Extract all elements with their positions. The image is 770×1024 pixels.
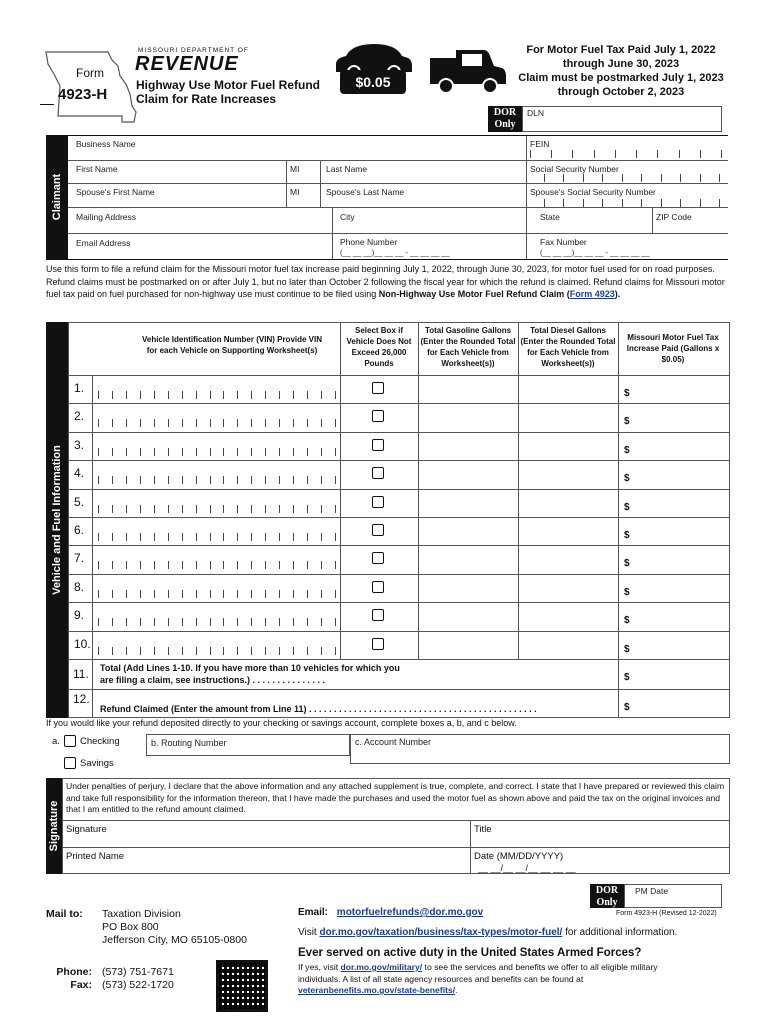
checking-label: Checking: [80, 736, 120, 747]
last-name-field[interactable]: [320, 161, 526, 183]
line11-total-field[interactable]: [620, 660, 730, 688]
city-label: City: [340, 212, 355, 222]
tax-column-header: Missouri Motor Fuel Tax Increase Paid (Gallons x $0.05): [626, 333, 720, 364]
gasoline-gallons-input[interactable]: [418, 403, 518, 431]
weight-limit-checkbox[interactable]: [372, 467, 384, 479]
printed-name-label: Printed Name: [66, 851, 125, 862]
gasoline-gallons-input[interactable]: [418, 489, 518, 517]
military-suffix: .: [455, 985, 458, 995]
vin-input[interactable]: [98, 618, 336, 626]
line11-text: Total (Add Lines 1-10. If you have more than 10 vehicles for which you are filing a claim, see instructions.) . . . . . . . . . . . . . . .: [100, 663, 400, 685]
vehicle-side-label: Vehicle and Fuel Information: [51, 445, 63, 595]
title-field[interactable]: [470, 821, 730, 847]
dor-only-pm-badge: [590, 884, 624, 908]
printed-name-field[interactable]: [62, 848, 470, 874]
form-number: 4923-H: [58, 86, 108, 103]
form-4923-link[interactable]: Form 4923: [569, 289, 615, 299]
weight-limit-checkbox[interactable]: [372, 410, 384, 422]
vin-input[interactable]: [98, 448, 336, 456]
tax-dollar-sign: $: [624, 473, 630, 485]
gasoline-gallons-input[interactable]: [418, 460, 518, 488]
tax-paid-input[interactable]: [618, 517, 730, 545]
gasoline-gallons-input[interactable]: [418, 574, 518, 602]
diesel-gallons-input[interactable]: [518, 574, 618, 602]
spouse-last-name-label: Spouse's Last Name: [326, 187, 405, 197]
intro-text: Use this form to file a refund claim for the Missouri motor fuel tax increase paid beginning July 1, 2022, through June 30, 2023, for motor fuel used for on road purposes. Refund claims must be postmarked on or after July 1, but no later than October 2 following the fiscal year for which the refund is claimed. Refund claims for Missouri motor fuel tax paid on fuel purchased for non-highway use must continue to be filed using: [46, 264, 725, 299]
table-column-divider: [340, 322, 341, 660]
city-field[interactable]: [332, 208, 526, 233]
tax-period-notice: [506, 43, 736, 99]
tax-period-line2: through June 30, 2023: [562, 58, 680, 70]
vin-input[interactable]: [98, 505, 336, 513]
vin-input[interactable]: [98, 590, 336, 598]
military-prefix: If yes, visit: [298, 962, 341, 972]
weight-limit-checkbox[interactable]: [372, 382, 384, 394]
last-name-label: Last Name: [326, 164, 368, 174]
spouse-ssn-field[interactable]: [544, 199, 720, 207]
form-label: Form: [76, 66, 104, 80]
deposit-instructions: If you would like your refund deposited directly to your checking or savings account, complete boxes a, b, and c below.: [46, 718, 517, 728]
visit-line: [298, 927, 677, 938]
revenue-logo: REVENUE: [135, 53, 239, 75]
tax-paid-input[interactable]: [618, 631, 730, 659]
mi-field[interactable]: [286, 161, 320, 183]
vin-column-header: Vehicle Identification Number (VIN) Provide VIN for each Vehicle on Supporting Worksheet(s): [141, 335, 323, 355]
address-line1: Taxation Division: [102, 908, 181, 920]
vehicle-row-number: 1.: [74, 381, 85, 395]
weight-limit-checkbox[interactable]: [372, 439, 384, 451]
tax-dollar-sign: $: [624, 416, 630, 428]
spouse-first-name-label: Spouse's First Name: [76, 187, 155, 197]
weight-limit-checkbox[interactable]: [372, 552, 384, 564]
tax-paid-input[interactable]: [618, 545, 730, 573]
vehicle-row-number: 2.: [74, 409, 85, 424]
line11-number: 11.: [73, 667, 89, 681]
vehicle-row-number: 3.: [74, 437, 85, 452]
spouse-ssn-label: Spouse's Social Security Number: [530, 187, 656, 197]
intro-link-suffix: ).: [614, 289, 621, 299]
tax-paid-input[interactable]: [618, 460, 730, 488]
email-line: [298, 907, 483, 918]
vehicle-row-number: 9.: [74, 608, 85, 623]
spouse-mi-label: MI: [290, 187, 300, 197]
select-column-header: Select Box if Vehicle Does Not Exceed 26,000 Pounds: [346, 326, 412, 368]
tax-dollar-sign: $: [624, 586, 630, 598]
phone-label: Phone:: [56, 966, 92, 978]
gasoline-gallons-input[interactable]: [418, 602, 518, 630]
vin-input[interactable]: [98, 391, 336, 399]
zip-label: ZIP Code: [656, 212, 692, 222]
tax-dollar-sign: $: [624, 444, 630, 456]
address-line2: PO Box 800: [102, 921, 159, 933]
vin-input[interactable]: [98, 419, 336, 427]
vehicle-side-tab: [46, 322, 68, 718]
account-number-field[interactable]: [350, 734, 730, 764]
savings-label: Savings: [80, 758, 114, 769]
military-text: to see the services and benefits we offer to all eligible military individuals. A list of all state agency resources and benefits can be found at: [298, 962, 658, 984]
claimant-side-tab: [46, 135, 68, 259]
military-link[interactable]: dor.mo.gov/military/: [340, 962, 423, 972]
table-column-divider: [92, 375, 93, 718]
fein-field[interactable]: [530, 150, 722, 158]
diesel-gallons-input[interactable]: [518, 460, 618, 488]
deposit-a-label: a.: [52, 736, 60, 747]
spouse-mi-field[interactable]: [286, 184, 320, 206]
dor-only-line2: Only: [494, 119, 516, 130]
weight-limit-checkbox[interactable]: [372, 609, 384, 621]
mail-to-label: Mail to:: [46, 908, 83, 920]
form-title-line1: Highway Use Motor Fuel Refund: [136, 78, 321, 92]
zip-field[interactable]: [652, 208, 728, 233]
first-name-field[interactable]: [68, 161, 286, 183]
veteran-benefits-link[interactable]: veteranbenefits.mo.gov/state-benefits/: [298, 985, 456, 995]
title-label: Title: [474, 824, 492, 835]
claimant-side-label: Claimant: [51, 173, 63, 221]
contact-values: [102, 966, 174, 992]
phone-field[interactable]: (__ __ __)__ __ __ - __ __ __ __: [340, 248, 450, 257]
tax-paid-input[interactable]: [618, 602, 730, 630]
email-link[interactable]: motorfuelrefunds@dor.mo.gov: [336, 907, 484, 918]
vehicle-row-number: 10.: [74, 636, 91, 651]
weight-limit-checkbox[interactable]: [372, 638, 384, 650]
mailing-address-label: Mailing Address: [76, 212, 137, 222]
tax-dollar-sign: $: [624, 558, 630, 570]
dor-only-line1: DOR: [493, 107, 517, 118]
line12-text: Refund Claimed (Enter the amount from Line 11) . . . . . . . . . . . . . . . . . . . . . . . . . . . . . . . . . . . . . . . . . . . . . .: [100, 704, 537, 714]
pm-date-label: PM Date: [635, 886, 669, 896]
tax-paid-input[interactable]: [618, 432, 730, 460]
gasoline-gallons-input[interactable]: [418, 432, 518, 460]
line11-dollar: $: [624, 672, 630, 683]
fein-label: FEIN: [530, 139, 550, 149]
diesel-gallons-input[interactable]: [518, 375, 618, 403]
form-title-line2: Claim for Rate Increases: [136, 92, 277, 106]
price-badge: $0.05: [340, 70, 406, 94]
tax-dollar-sign: $: [624, 501, 630, 513]
vehicle-row-number: 8.: [74, 579, 85, 594]
ssn-label: Social Security Number: [530, 164, 619, 174]
diesel-gallons-input[interactable]: [518, 432, 618, 460]
signature-side-tab: [46, 778, 62, 874]
intro-link-prefix: (: [564, 289, 570, 299]
signature-label: Signature: [66, 824, 107, 835]
ssn-field[interactable]: [544, 174, 720, 182]
pm-date-field[interactable]: [624, 884, 722, 908]
routing-number-field[interactable]: [146, 734, 350, 756]
vehicle-row-number: 7.: [74, 551, 85, 566]
spouse-last-name-field[interactable]: [320, 184, 526, 206]
mailing-address-field[interactable]: [68, 208, 332, 233]
dor-only-pm-line1: DOR: [595, 885, 619, 896]
first-name-label: First Name: [76, 164, 118, 174]
intro-bold-form-name: Non-Highway Use Motor Fuel Refund Claim: [378, 289, 565, 299]
diesel-gallons-input[interactable]: [518, 489, 618, 517]
vin-input[interactable]: [98, 647, 336, 655]
state-field[interactable]: [526, 208, 652, 233]
truck-icon: [428, 48, 506, 94]
tax-dollar-sign: $: [624, 388, 630, 399]
vehicle-row-number: 4.: [74, 466, 85, 481]
dor-only-badge: [488, 106, 522, 132]
diesel-gallons-input[interactable]: [518, 517, 618, 545]
signature-field[interactable]: [62, 821, 470, 847]
fax-number: (573) 522-1720: [102, 979, 174, 991]
diesel-gallons-input[interactable]: [518, 545, 618, 573]
date-field[interactable]: __ __/__ __/__ __ __ __: [478, 863, 576, 873]
weight-limit-checkbox[interactable]: [372, 581, 384, 593]
military-heading: Ever served on active duty in the United States Armed Forces?: [298, 947, 642, 959]
tax-dollar-sign: $: [624, 643, 630, 655]
tax-dollar-sign: $: [624, 530, 630, 541]
date-label: Date (MM/DD/YYYY): [474, 851, 564, 862]
business-name-field[interactable]: [68, 136, 526, 160]
dln-label: DLN: [527, 108, 545, 118]
line12-refund-field[interactable]: [620, 689, 730, 717]
mi-label: MI: [290, 164, 300, 174]
line12-dollar: $: [624, 702, 630, 713]
tax-paid-input[interactable]: [618, 375, 730, 403]
tax-period-line4: through October 2, 2023: [557, 86, 685, 98]
diesel-gallons-input[interactable]: [518, 403, 618, 431]
weight-limit-checkbox[interactable]: [372, 524, 384, 536]
fax-label: Fax:: [70, 979, 92, 991]
motor-fuel-link[interactable]: dor.mo.gov/taxation/business/tax-types/motor-fuel/: [319, 927, 563, 938]
business-name-label: Business Name: [76, 139, 136, 149]
department-name: MISSOURI DEPARTMENT OF: [138, 47, 249, 54]
fax-label: Fax Number: [540, 237, 587, 247]
claimant-right-divider: [526, 136, 527, 260]
tax-paid-input[interactable]: [618, 489, 730, 517]
phone-number: (573) 751-7671: [102, 966, 174, 978]
spouse-first-name-field[interactable]: [68, 184, 286, 206]
visit-prefix: Visit: [298, 927, 320, 938]
contact-labels: [50, 966, 92, 992]
tax-dollar-sign: $: [624, 615, 630, 627]
email-label: Email Address: [76, 238, 131, 248]
qr-code: [216, 960, 268, 1012]
email-label: Email:: [298, 907, 329, 918]
gasoline-gallons-input[interactable]: [418, 517, 518, 545]
dor-only-pm-line2: Only: [596, 897, 618, 908]
routing-number-label: b. Routing Number: [151, 738, 227, 748]
vehicle-row-number: 6.: [74, 523, 85, 537]
phone-label: Phone Number: [340, 237, 398, 247]
gasoline-gallons-input[interactable]: [418, 545, 518, 573]
tax-paid-input[interactable]: [618, 574, 730, 602]
header-dash: [40, 104, 54, 105]
email-field[interactable]: [68, 234, 332, 259]
claimant-bottom-rule: [46, 259, 728, 260]
tax-period-line1: For Motor Fuel Tax Paid July 1, 2022: [526, 44, 716, 56]
vin-input[interactable]: [98, 533, 336, 541]
diesel-gallons-input[interactable]: [518, 602, 618, 630]
signature-side-label: Signature: [48, 800, 60, 852]
tax-period-line3: Claim must be postmarked July 1, 2023: [518, 72, 724, 84]
gasoline-column-header: Total Gasoline Gallons (Enter the Rounded Total for Each Vehicle from Worksheet(s)): [420, 326, 516, 368]
gasoline-gallons-input[interactable]: [418, 375, 518, 403]
gasoline-gallons-input[interactable]: [418, 631, 518, 659]
vin-input[interactable]: [98, 476, 336, 484]
vehicle-row-number: 5.: [74, 494, 85, 509]
dln-field[interactable]: [522, 106, 722, 132]
line12-number: 12.: [73, 692, 90, 706]
perjury-statement: Under penalties of perjury, I declare that the above information and any attached supplement is true, complete, and correct. I state that I have prepared or reviewed this claim and take full responsibility for the information thereon, that I have made the purchases and used the motor fuel as shown above and paid the tax on the original invoices and that I am entitled to the refund amount claimed.: [66, 781, 725, 814]
form-revision: Form 4923-H (Revised 12-2022): [616, 910, 717, 917]
address-line3: Jefferson City, MO 65105-0800: [102, 934, 247, 946]
state-label: State: [540, 212, 560, 222]
tax-paid-input[interactable]: [618, 403, 730, 431]
account-number-label: c. Account Number: [355, 737, 432, 747]
savings-checkbox[interactable]: [64, 757, 76, 769]
checking-checkbox[interactable]: [64, 735, 76, 747]
form-title: [136, 78, 320, 106]
vin-input[interactable]: [98, 561, 336, 569]
diesel-column-header: Total Diesel Gallons (Enter the Rounded Total for Each Vehicle from Worksheet(s)): [520, 326, 616, 368]
mailing-address-block: [102, 908, 247, 947]
diesel-gallons-input[interactable]: [518, 631, 618, 659]
visit-suffix: for additional information.: [562, 927, 678, 938]
fax-field[interactable]: (__ __ __)__ __ __ - __ __ __ __: [540, 248, 650, 257]
weight-limit-checkbox[interactable]: [372, 496, 384, 508]
intro-paragraph: [46, 263, 730, 301]
military-paragraph: [298, 962, 698, 997]
